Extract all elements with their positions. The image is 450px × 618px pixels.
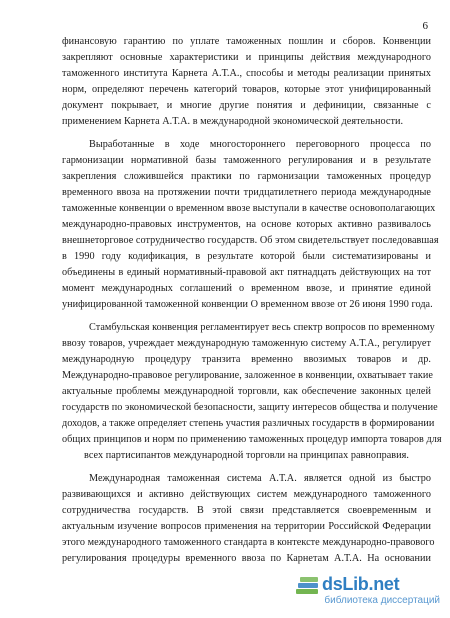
paragraph — [62, 320, 442, 464]
text-line: международно-правовых инструментов, на основе которых активно развивалось — [62, 219, 431, 230]
text-line: гармонизации нормативной базы таможенного регулирования и в результате — [62, 155, 431, 166]
text-line: момент международных соглашений о временном ввозе, и принятие единой — [62, 283, 431, 294]
body-text — [62, 34, 442, 567]
text-line: в 1990 году кодификация, в результате которой были систематизированы и — [62, 251, 431, 262]
text-line: Международно-правовое регулирование, заложенное в конвенции, охватывает такие — [62, 370, 433, 381]
text-line: унифицированной таможенной конвенции О временном ввозе от 26 июня 1990 года. — [62, 299, 433, 310]
text-line: актуальные проблемы международной торговли, как обеспечение законных целей — [62, 386, 431, 397]
paragraph — [62, 471, 435, 567]
text-line: внешнеторговое сотрудничество государств. Об этом свидетельствует последовавшая — [62, 235, 439, 246]
text-line: государств по экономической безопасности, защиту интересов общества и получение — [62, 402, 438, 413]
text-line: доходов, а также определяет степень участия различных государств в формировании — [62, 418, 435, 429]
dslib-watermark — [290, 571, 440, 611]
text-line: таможенные конвенции о временном ввозе выступали в качестве основополагающих — [62, 203, 436, 214]
text-line: регулирования процедуры временного ввоза по Карнетам А.Т.А. На основании — [62, 553, 431, 564]
text-line: объединены в единый нормативный-правовой акт пятнадцать действующих на тот — [62, 267, 431, 278]
text-line: сотрудничества государств. В этой связи представляется своевременным и — [62, 505, 431, 516]
paragraph — [62, 34, 431, 130]
text-line: закрепления сложившейся практики по гармонизации таможенных процедур — [62, 171, 431, 182]
text-line: таможенного института Карнета А.Т.А., способы и методы реализации принятых — [62, 68, 431, 79]
text-line: этого международного таможенного стандарта в контексте международно-правового — [62, 537, 435, 548]
watermark-subtitle: библиотека диссертаций — [324, 595, 440, 606]
text-line: документ покрывает, и многие другие понятия и дефиниции, связанные с — [62, 100, 431, 111]
watermark-title: dsLib.net — [322, 574, 400, 594]
text-line: Выработанные в ходе многостороннего переговорного процесса по — [89, 139, 431, 150]
text-line: Международная таможенная система А.Т.А. является одной из быстро — [89, 473, 431, 484]
text-line: временного ввоза на протяжении почти тридцатилетнего периода международные — [62, 187, 431, 198]
text-line: финансовую гарантию по уплате таможенных пошлин и сборов. Конвенции — [62, 36, 431, 47]
text-line: норм, определяют перечень категорий товаров, которые этот унифицированный — [62, 84, 431, 95]
text-line: международную процедуру транзита временно ввозимых товаров и др. — [62, 354, 431, 365]
text-line: актуальным изучение вопросов применения на территории Российской Федерации — [62, 521, 431, 532]
text-line: закрепляют основные характеристики и принципы действия международного — [62, 52, 431, 63]
text-line: развивающихся и активно действующих систем международного таможенного — [62, 489, 431, 500]
text-line: Стамбульская конвенция регламентирует весь спектр вопросов по временному — [89, 322, 435, 333]
text-line: применением Карнета А.Т.А. в международной экономической деятельности. — [62, 116, 404, 127]
text-line: ввозу товаров, учреждает международную таможенную систему А.Т.А., регулирует — [62, 338, 431, 349]
page-number: 6 — [422, 20, 428, 32]
text-line: всех партисипантов международной торговли на принципах равноправия. — [84, 450, 409, 461]
paragraph — [62, 137, 439, 313]
text-line: общих принципов и норм по применению таможенных процедур импорта товаров для — [62, 434, 442, 445]
